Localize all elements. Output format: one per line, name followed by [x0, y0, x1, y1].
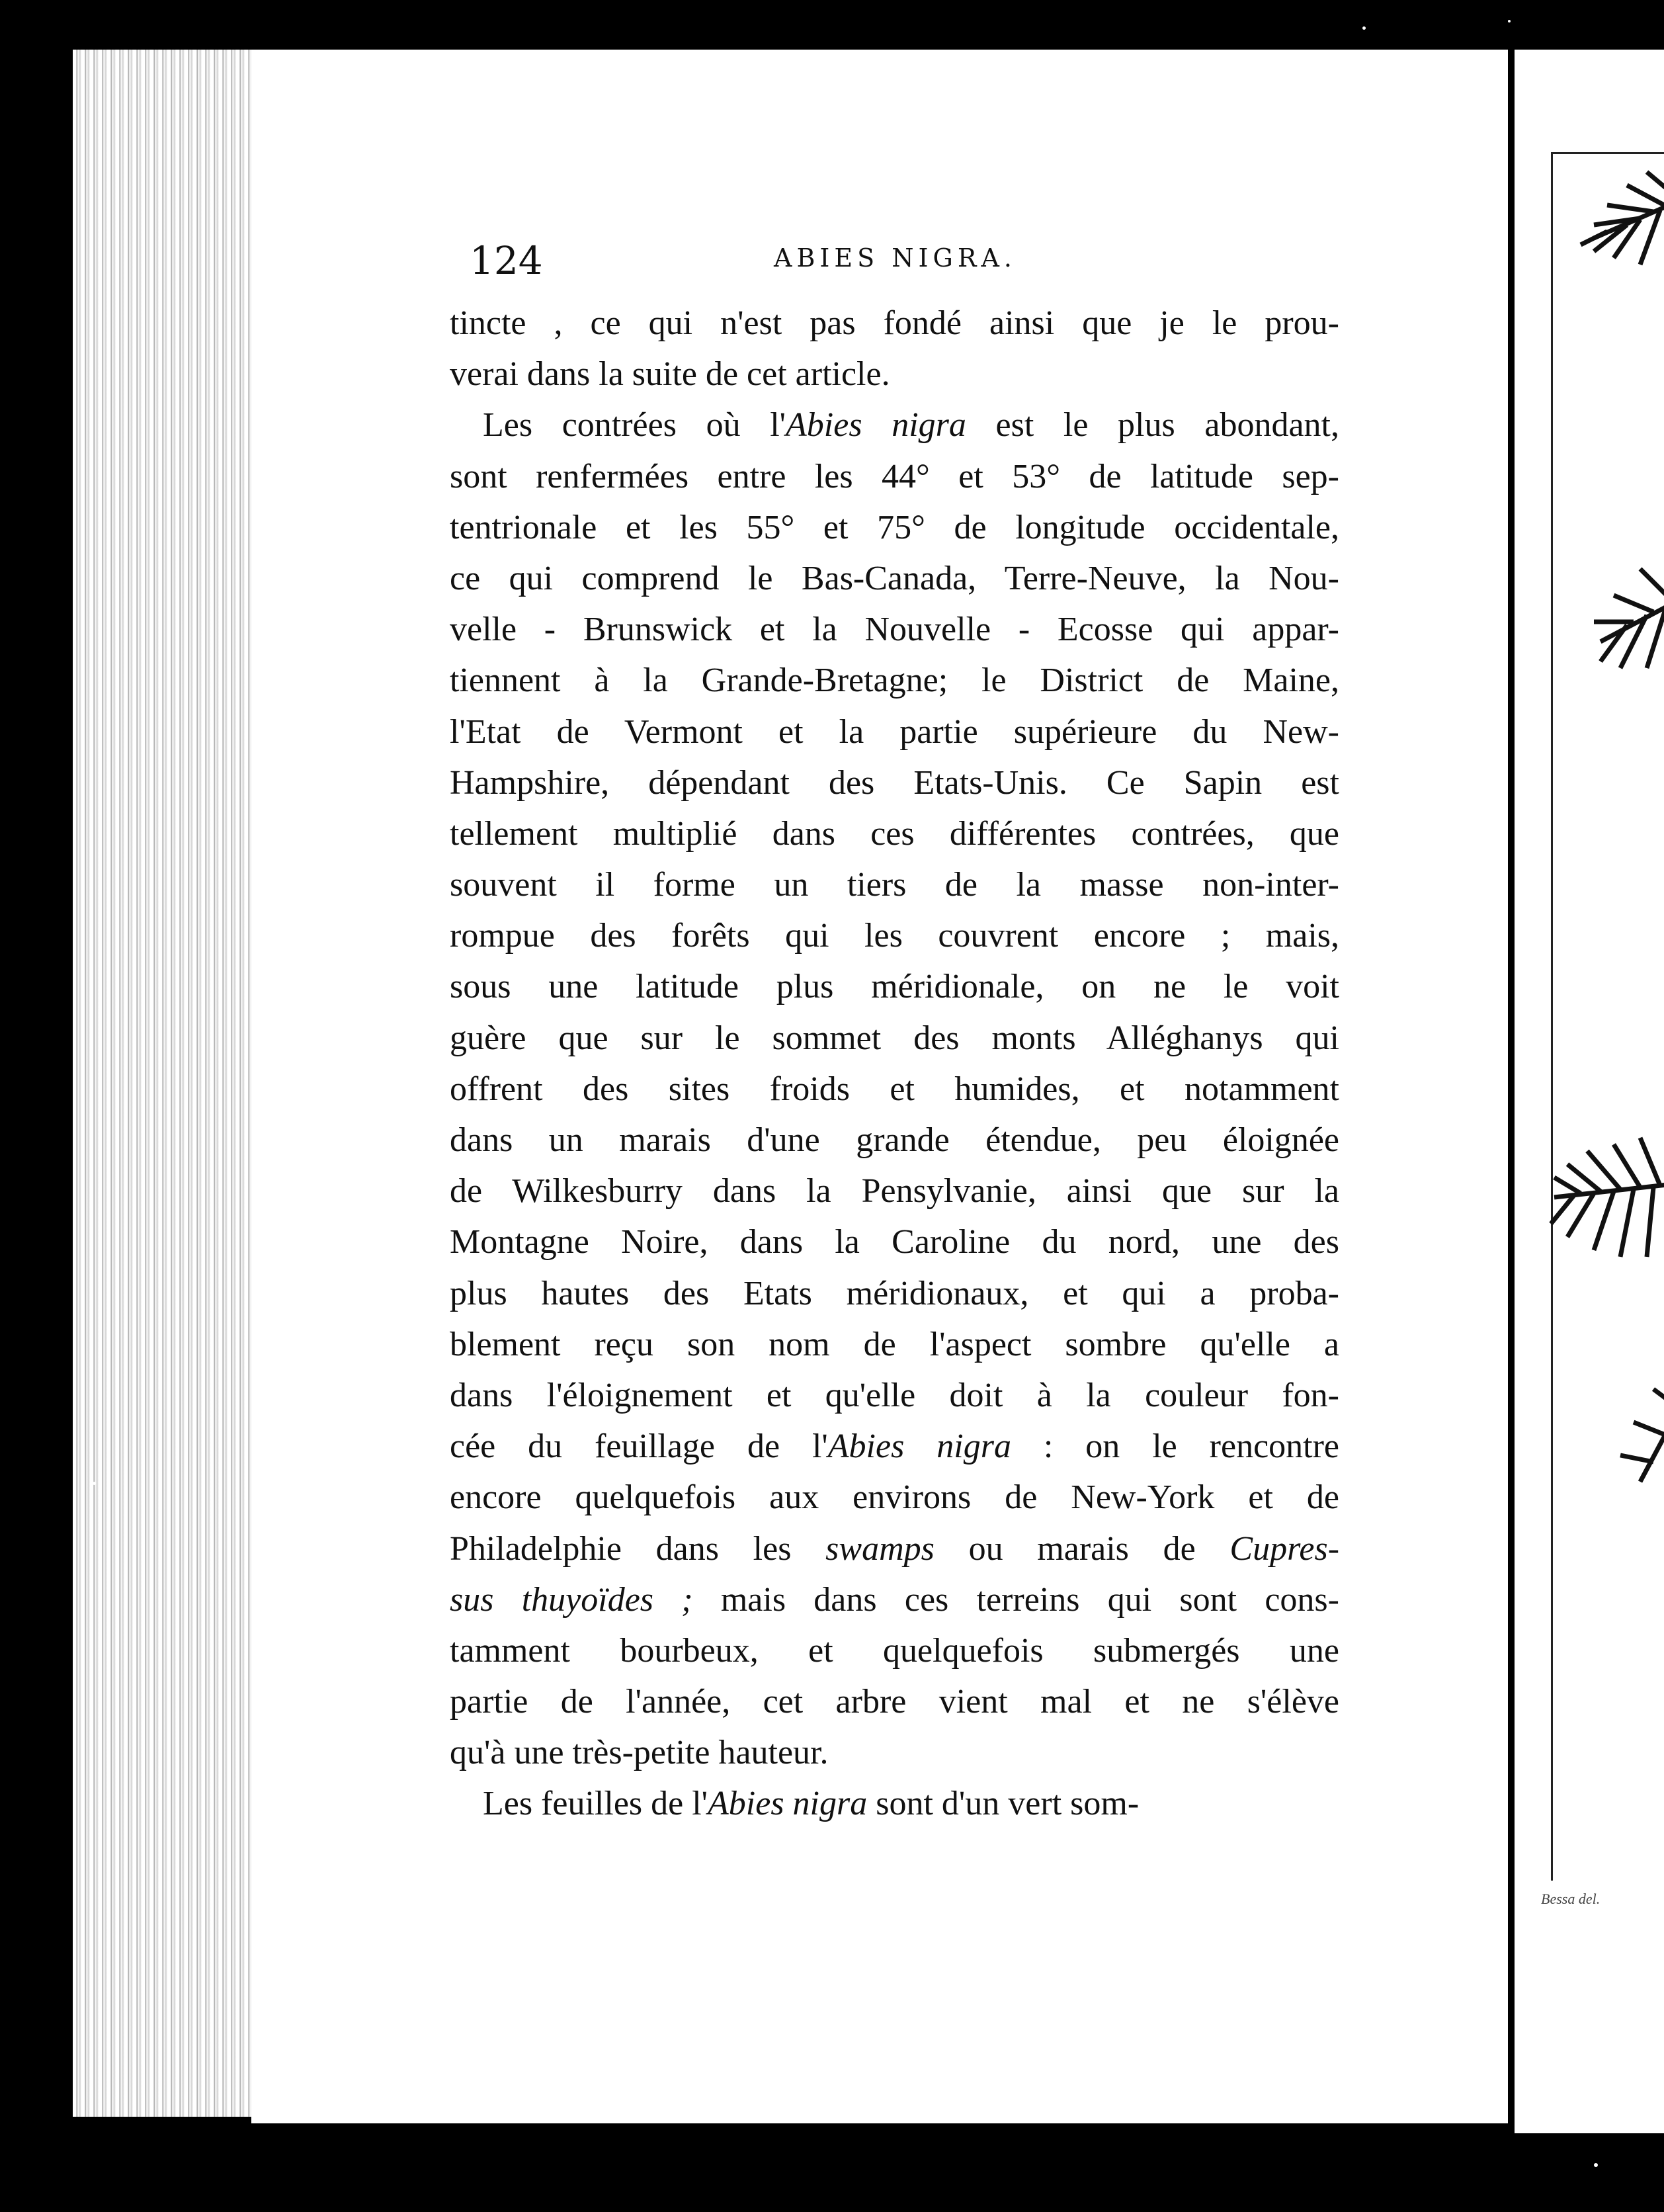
fir-branch-illustration: [1561, 1363, 1664, 1508]
text-line: [450, 1472, 1339, 1523]
text-line: [450, 1268, 1339, 1319]
text-line: [450, 1064, 1339, 1115]
text-line: [450, 349, 1339, 400]
page-edges: [73, 50, 251, 2117]
text-segment: cée du feuillage de l': [450, 1427, 828, 1466]
text-segment: offrent des sites froids et humides, et notamment: [450, 1070, 1339, 1108]
body-text: [450, 298, 1339, 1830]
italic-term: Abies nigra: [708, 1785, 868, 1823]
fir-branch-illustration: [1567, 165, 1664, 311]
text-line: [450, 706, 1339, 757]
fir-branch-illustration: [1581, 542, 1664, 688]
italic-term: swamps: [825, 1529, 935, 1568]
text-segment: Hampshire, dépendant des Etats-Unis. Ce Sapin est: [450, 763, 1339, 802]
text-segment: blement reçu son nom de l'aspect sombre qu'elle a: [450, 1325, 1339, 1363]
text-segment: sont d'un vert som-: [867, 1785, 1140, 1823]
text-line: [450, 1166, 1339, 1216]
text-line: [450, 1370, 1339, 1421]
text-segment: partie de l'année, cet arbre vient mal et ne s'élève: [450, 1683, 1339, 1721]
text-line: [450, 553, 1339, 604]
text-segment: l'Etat de Vermont et la partie supérieure du New-: [450, 712, 1339, 751]
text-segment: plus hautes des Etats méridionaux, et qui a proba-: [450, 1274, 1339, 1312]
text-line: [450, 961, 1339, 1012]
text-line: [450, 1013, 1339, 1064]
text-segment: tellement multiplié dans ces différentes contrées, que: [450, 814, 1339, 853]
text-segment: encore quelquefois aux environs de New-York et de: [450, 1478, 1339, 1517]
italic-term: sus thuyoïdes ;: [450, 1580, 693, 1619]
plate-credit: Bessa del.: [1541, 1891, 1601, 1907]
text-line: [450, 400, 1339, 450]
text-segment: tamment bourbeux, et quelquefois submergés une: [450, 1631, 1339, 1670]
text-line: [450, 1216, 1339, 1267]
italic-term: Cupres-: [1229, 1529, 1340, 1568]
text-line: [450, 1625, 1339, 1676]
text-segment: sont renfermées entre les 44° et 53° de latitude sep-: [450, 457, 1339, 495]
text-line: [450, 1115, 1339, 1166]
text-segment: tiennent à la Grande-Bretagne; le District de Maine,: [450, 661, 1339, 700]
text-segment: tincte , ce qui n'est pas fondé ainsi que je le prou-: [450, 304, 1339, 342]
text-segment: Montagne Noire, dans la Caroline du nord, une des: [450, 1223, 1339, 1261]
text-line: [450, 502, 1339, 553]
text-segment: souvent il forme un tiers de la masse non-inter-: [450, 866, 1339, 904]
text-line: [450, 1574, 1339, 1625]
text-segment: tentrionale et les 55° et 75° de longitude occidentale,: [450, 508, 1339, 546]
text-segment: sous une latitude plus méridionale, on ne le voit: [450, 968, 1339, 1006]
text-line: [450, 859, 1339, 910]
plate-frame: [1551, 152, 1664, 1881]
text-line: [450, 604, 1339, 655]
fir-branch-illustration: [1541, 1125, 1664, 1270]
text-line: [450, 451, 1339, 502]
text-segment: ou marais de: [934, 1529, 1230, 1568]
page-number: 124: [470, 238, 543, 283]
text-segment: de Wilkesburry dans la Pensylvanie, ainsi que sur la: [450, 1172, 1339, 1211]
text-segment: : on le rencontre: [1011, 1427, 1339, 1466]
text-line: [450, 1676, 1339, 1727]
text-line: [450, 1319, 1339, 1370]
text-segment: dans un marais d'une grande étendue, peu éloignée: [450, 1121, 1339, 1159]
text-segment: Philadelphie dans les: [450, 1529, 826, 1568]
text-segment: verai dans la suite de cet article.: [450, 355, 890, 394]
text-segment: Les feuilles de l': [483, 1785, 708, 1823]
text-line: [450, 757, 1339, 808]
running-title: ABIES NIGRA.: [774, 243, 1017, 273]
text-segment: mais dans ces terreins qui sont cons-: [692, 1580, 1339, 1619]
text-line: [450, 1421, 1339, 1472]
text-line: [450, 1523, 1339, 1574]
text-line: [450, 910, 1339, 961]
italic-term: Abies nigra: [827, 1427, 1011, 1466]
text-line: [450, 808, 1339, 859]
text-segment: ce qui comprend le Bas-Canada, Terre-Neuve, la Nou-: [450, 559, 1339, 597]
running-header: [470, 238, 1352, 284]
text-segment: Les contrées où l': [483, 406, 786, 445]
text-line: [450, 1778, 1339, 1829]
text-segment: est le plus abondant,: [966, 406, 1339, 445]
text-segment: guère que sur le sommet des monts Alléghanys qui: [450, 1019, 1339, 1057]
text-line: [450, 655, 1339, 706]
text-line: [450, 1727, 1339, 1778]
text-segment: qu'à une très-petite hauteur.: [450, 1734, 829, 1772]
italic-term: Abies nigra: [786, 406, 966, 445]
text-line: [450, 298, 1339, 349]
text-segment: rompue des forêts qui les couvrent encore ; mais,: [450, 917, 1339, 955]
text-segment: velle - Brunswick et la Nouvelle - Ecosse qui appar-: [450, 611, 1339, 649]
text-segment: dans l'éloignement et qu'elle doit à la couleur fon-: [450, 1376, 1339, 1414]
